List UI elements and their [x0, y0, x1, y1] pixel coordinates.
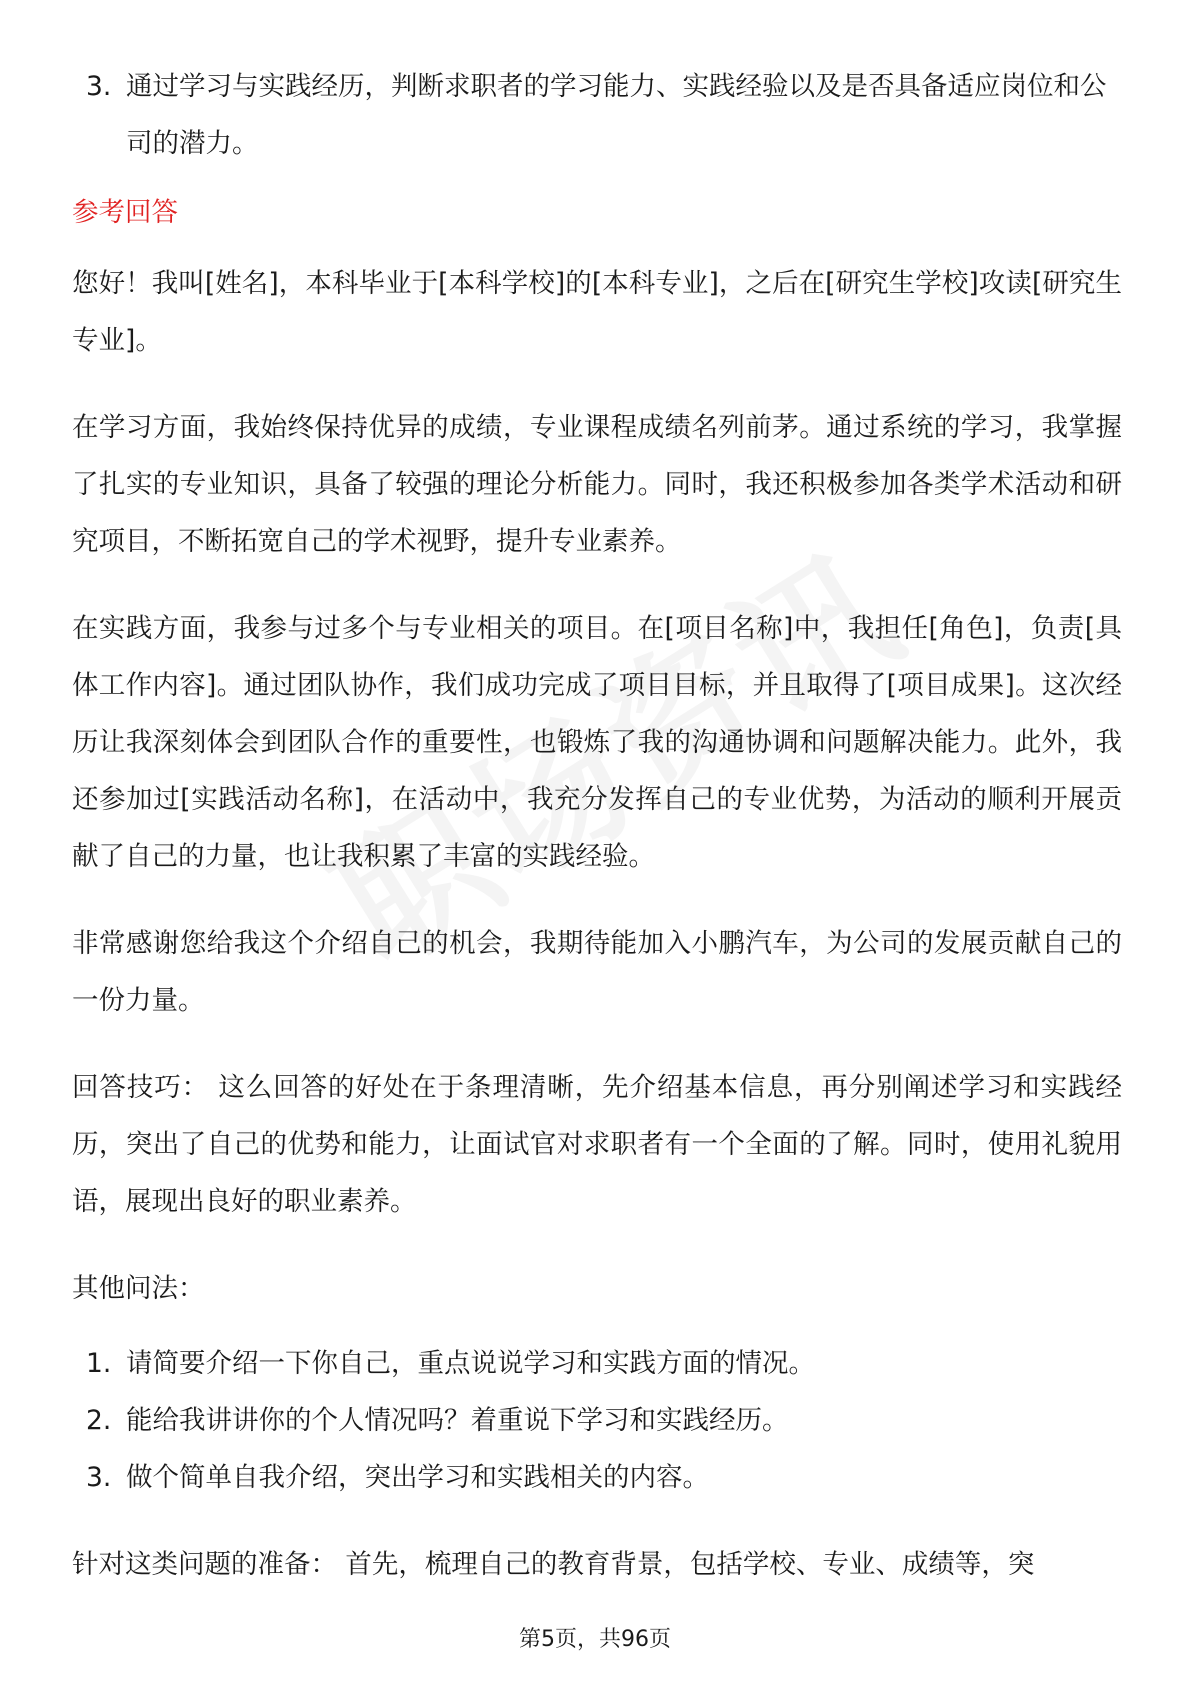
answer-paragraph-greeting: 您好！我叫[姓名]，本科毕业于[本科学校]的[本科专业]，之后在[研究生学校]攻读[研究生专业]。: [72, 268, 1122, 356]
list-item: [72, 1335, 1122, 1392]
other-questions-list: [72, 1335, 1122, 1506]
answer-paragraph-closing: 非常感谢您给我这个介绍自己的机会，我期待能加入小鹏汽车，为公司的发展贡献自己的一份力量。: [72, 928, 1122, 1016]
section-title: 参考回答: [72, 197, 178, 228]
list-item: [72, 1392, 1122, 1449]
list-text: 通过学习与实践经历，判断求职者的学习能力、实践经验以及是否具备适应岗位和公司的潜力。: [126, 71, 1107, 159]
list-number: 3.: [86, 71, 112, 102]
list-number: 3.: [86, 1462, 112, 1493]
answer-tips-paragraph: 回答技巧： 这么回答的好处在于条理清晰，先介绍基本信息，再分别阐述学习和实践经历，突出了自己的优势和能力，让面试官对求职者有一个全面的了解。同时，使用礼貌用语，展现出良好的职业素养。: [72, 1072, 1122, 1217]
answer-paragraph-study: 在学习方面，我始终保持优异的成绩，专业课程成绩名列前茅。通过系统的学习，我掌握了扎实的专业知识，具备了较强的理论分析能力。同时，我还积极参加各类学术活动和研究项目，不断拓宽自己的学术视野，提升专业素养。: [72, 412, 1122, 557]
list-text: 做个简单自我介绍，突出学习和实践相关的内容。: [126, 1462, 709, 1493]
preparation-paragraph: 针对这类问题的准备： 首先，梳理自己的教育背景，包括学校、专业、成绩等，突: [72, 1549, 1035, 1580]
list-number: 1.: [86, 1348, 112, 1379]
list-item: [72, 1449, 1122, 1506]
document-page: [72, 58, 1122, 1623]
list-text: 请简要介绍一下你自己，重点说说学习和实践方面的情况。: [126, 1348, 815, 1379]
list-item: [72, 58, 1122, 172]
answer-paragraph-practice: 在实践方面，我参与过多个与专业相关的项目。在[项目名称]中，我担任[角色]，负责[具体工作内容]。通过团队协作，我们成功完成了项目目标，并且取得了[项目成果]。这次经历让我深刻体会到团队合作的重要性，也锻炼了我的沟通协调和问题解决能力。此外，我还参加过[实践活动名称]，在活动中，我充分发挥自己的专业优势，为活动的顺利开展贡献了自己的力量，也让我积累了丰富的实践经验。: [72, 613, 1122, 872]
list-number: 2.: [86, 1405, 112, 1436]
intro-list: [72, 58, 1122, 172]
other-questions-label: 其他问法：: [72, 1273, 205, 1304]
page-footer: 第5页，共96页: [519, 1627, 671, 1652]
list-text: 能给我讲讲你的个人情况吗？着重说下学习和实践经历。: [126, 1405, 789, 1436]
